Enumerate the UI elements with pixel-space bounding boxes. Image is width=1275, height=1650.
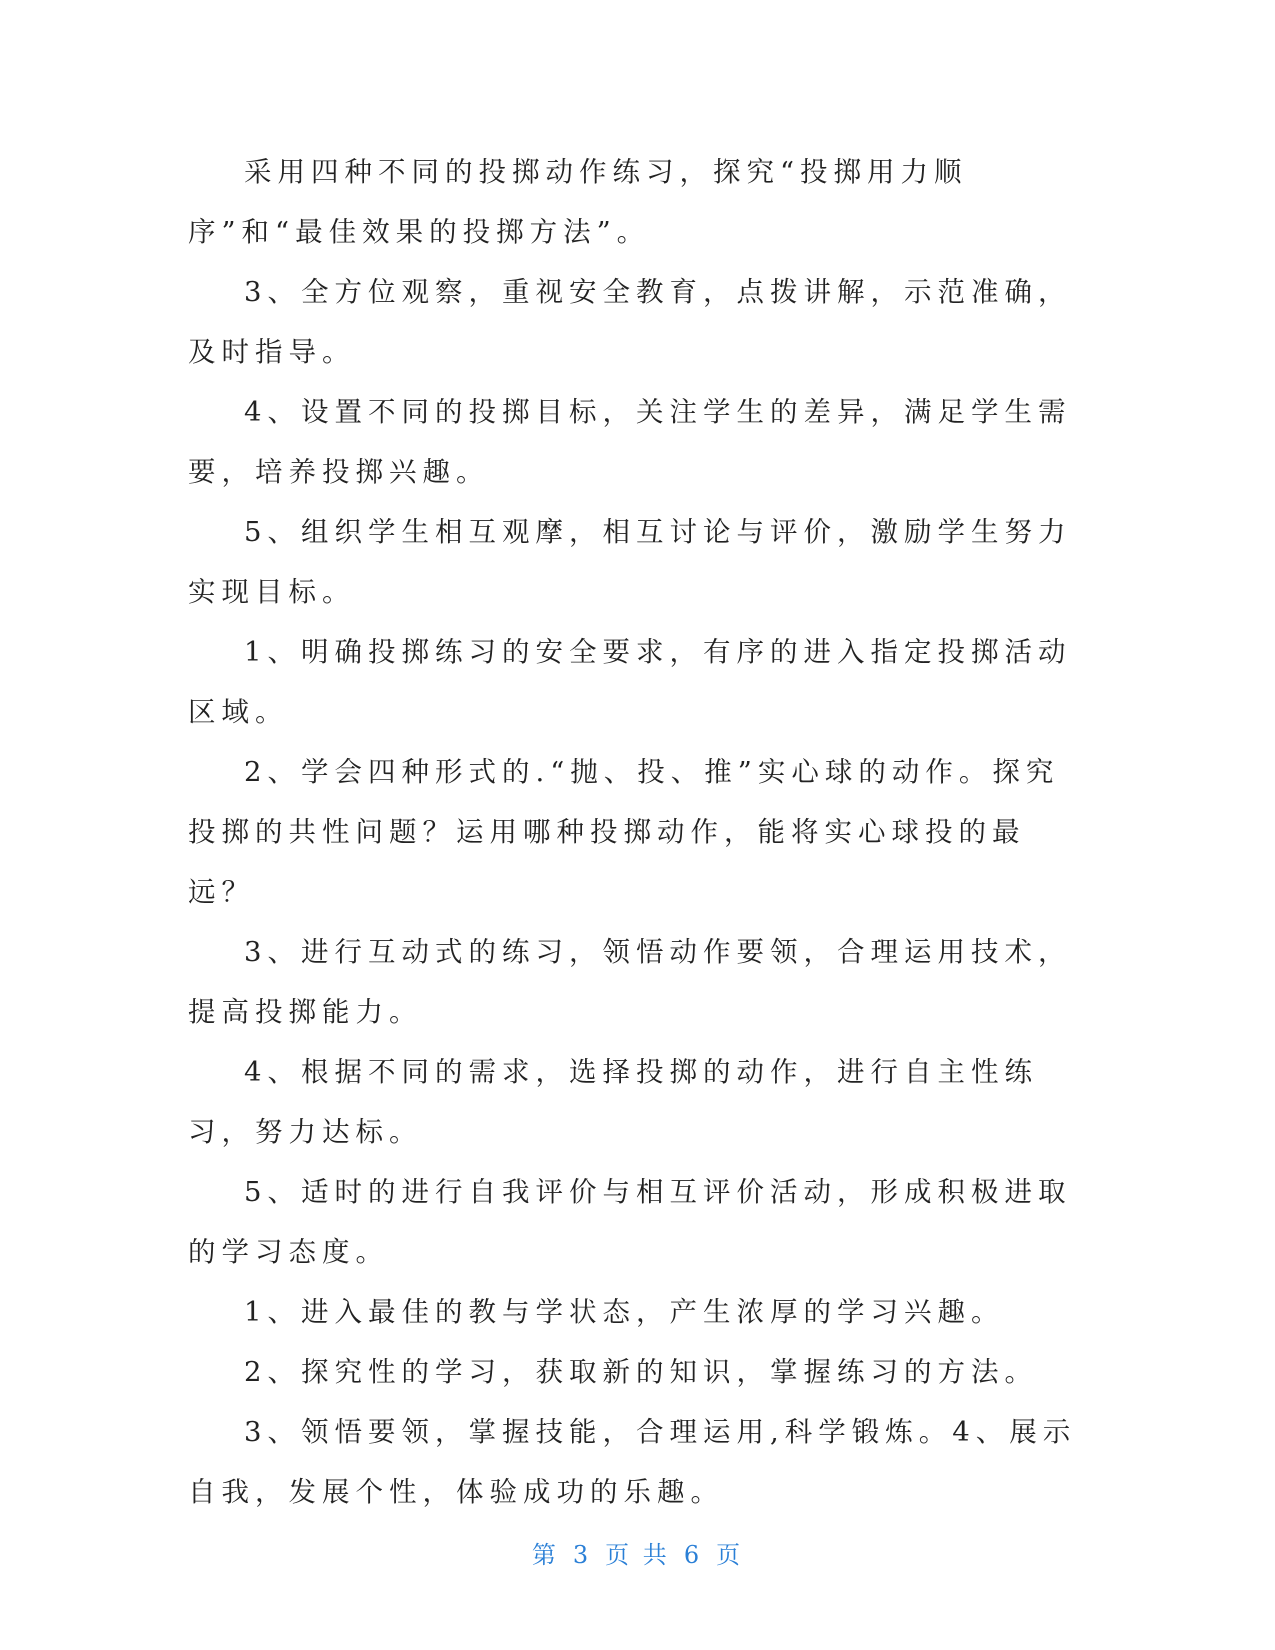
page-footer xyxy=(0,1535,1275,1570)
footer-total-pages: 6 xyxy=(683,1541,703,1569)
body-text xyxy=(188,142,1078,1522)
paragraph-5: 1、明确投掷练习的安全要求，有序的进入指定投掷活动区域。 xyxy=(188,636,1072,728)
paragraph-2: 3、全方位观察，重视安全教育，点拨讲解，示范准确，及时指导。 xyxy=(188,276,1072,368)
footer-prefix: 第 xyxy=(531,1541,559,1569)
paragraph-7: 3、进行互动式的练习，领悟动作要领，合理运用技术，提高投掷能力。 xyxy=(188,936,1072,1028)
paragraph-10: 1、进入最佳的教与学状态，产生浓厚的学习兴趣。 xyxy=(244,1296,1005,1328)
footer-middle: 页 共 xyxy=(605,1541,670,1569)
footer-suffix: 页 xyxy=(716,1541,744,1569)
paragraph-9: 5、适时的进行自我评价与相互评价活动，形成积极进取的学习态度。 xyxy=(188,1176,1072,1268)
paragraph-1: 采用四种不同的投掷动作练习，探究“投掷用力顺序”和“最佳效果的投掷方法”。 xyxy=(188,156,968,248)
paragraph-3: 4、设置不同的投掷目标，关注学生的差异，满足学生需要，培养投掷兴趣。 xyxy=(188,396,1072,488)
footer-current-page: 3 xyxy=(572,1541,592,1569)
paragraph-6: 2、学会四种形式的.“抛、投、推”实心球的动作。探究投掷的共性问题？运用哪种投掷动作，能将实心球投的最远？ xyxy=(188,756,1060,908)
paragraph-8: 4、根据不同的需求，选择投掷的动作，进行自主性练习，努力达标。 xyxy=(188,1056,1038,1148)
paragraph-11: 2、探究性的学习，获取新的知识，掌握练习的方法。 xyxy=(244,1356,1038,1388)
paragraph-12: 3、领悟要领，掌握技能，合理运用,科学锻炼。4、展示自我，发展个性，体验成功的乐趣。 xyxy=(188,1416,1077,1508)
paragraph-4: 5、组织学生相互观摩，相互讨论与评价，激励学生努力实现目标。 xyxy=(188,516,1072,608)
